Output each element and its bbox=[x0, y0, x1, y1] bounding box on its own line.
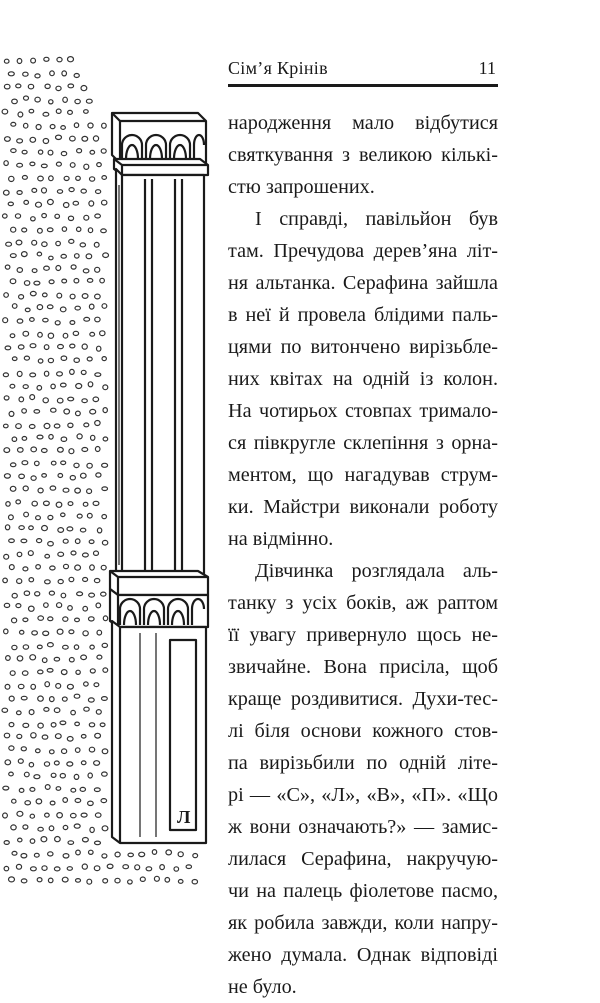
text-line: лі біля основи кожного стов- bbox=[228, 720, 498, 742]
text-line: ся півкругле склепіння з орна- bbox=[228, 432, 498, 454]
text-line: танку з усіх боків, аж раптом bbox=[228, 592, 498, 614]
paragraph bbox=[228, 555, 498, 1003]
text-line: там. Пречудова дерев’яна літ- bbox=[228, 240, 498, 262]
text-line: цями по витончено вирізьбле- bbox=[228, 336, 498, 358]
text-line: ня альтанка. Серафина зайшла bbox=[228, 272, 498, 294]
body-text bbox=[228, 107, 498, 1003]
text-line: рі — «С», «Л», «В», «П». «Що bbox=[228, 784, 498, 806]
paragraph bbox=[228, 107, 498, 203]
text-line: святкування з великою кількі- bbox=[228, 144, 498, 166]
text-line: На чотирьох стовпах трималo- bbox=[228, 400, 498, 422]
carved-wooden-pillar-icon bbox=[0, 55, 215, 890]
text-line: лилася Серафина, накручую- bbox=[228, 848, 498, 870]
paragraph bbox=[228, 203, 498, 555]
running-title: Сім’я Крінів bbox=[228, 58, 328, 78]
page-number: 11 bbox=[478, 58, 496, 78]
text-line: народження мало відбутися bbox=[228, 112, 498, 134]
text-line: па вирізьбили по одній літе- bbox=[228, 752, 498, 774]
running-header bbox=[228, 56, 498, 87]
text-line: жено думала. Однак відповіді bbox=[228, 944, 498, 966]
text-line: її увагу привернуло щось не- bbox=[228, 624, 498, 646]
text-line: ментом, що нагадував струм- bbox=[228, 464, 498, 486]
text-line: не було. bbox=[228, 976, 297, 998]
text-line: звичайне. Вона присіла, щоб bbox=[228, 656, 498, 678]
pillar-illustration bbox=[0, 55, 215, 890]
text-line: на відмінно. bbox=[228, 528, 334, 550]
text-line: Дівчинка розглядала аль- bbox=[255, 560, 498, 582]
text-line: як робила завжди, коли напру- bbox=[228, 912, 498, 934]
text-line: ки. Майстри виконали роботу bbox=[228, 496, 498, 518]
text-line: в неї й провела блідими паль- bbox=[228, 304, 498, 326]
carved-letter: Л bbox=[177, 807, 191, 827]
text-line: краще роздивитися. Духи-тес- bbox=[228, 688, 498, 710]
text-line: стю запрошених. bbox=[228, 176, 375, 198]
text-line: чи на палець фіолетове пасмо, bbox=[228, 880, 498, 902]
text-line: них квітах на одній із колон. bbox=[228, 368, 498, 390]
text-line: І справді, павільйон був bbox=[255, 208, 498, 230]
text-line: ж вони означають?» — замис- bbox=[228, 816, 498, 838]
